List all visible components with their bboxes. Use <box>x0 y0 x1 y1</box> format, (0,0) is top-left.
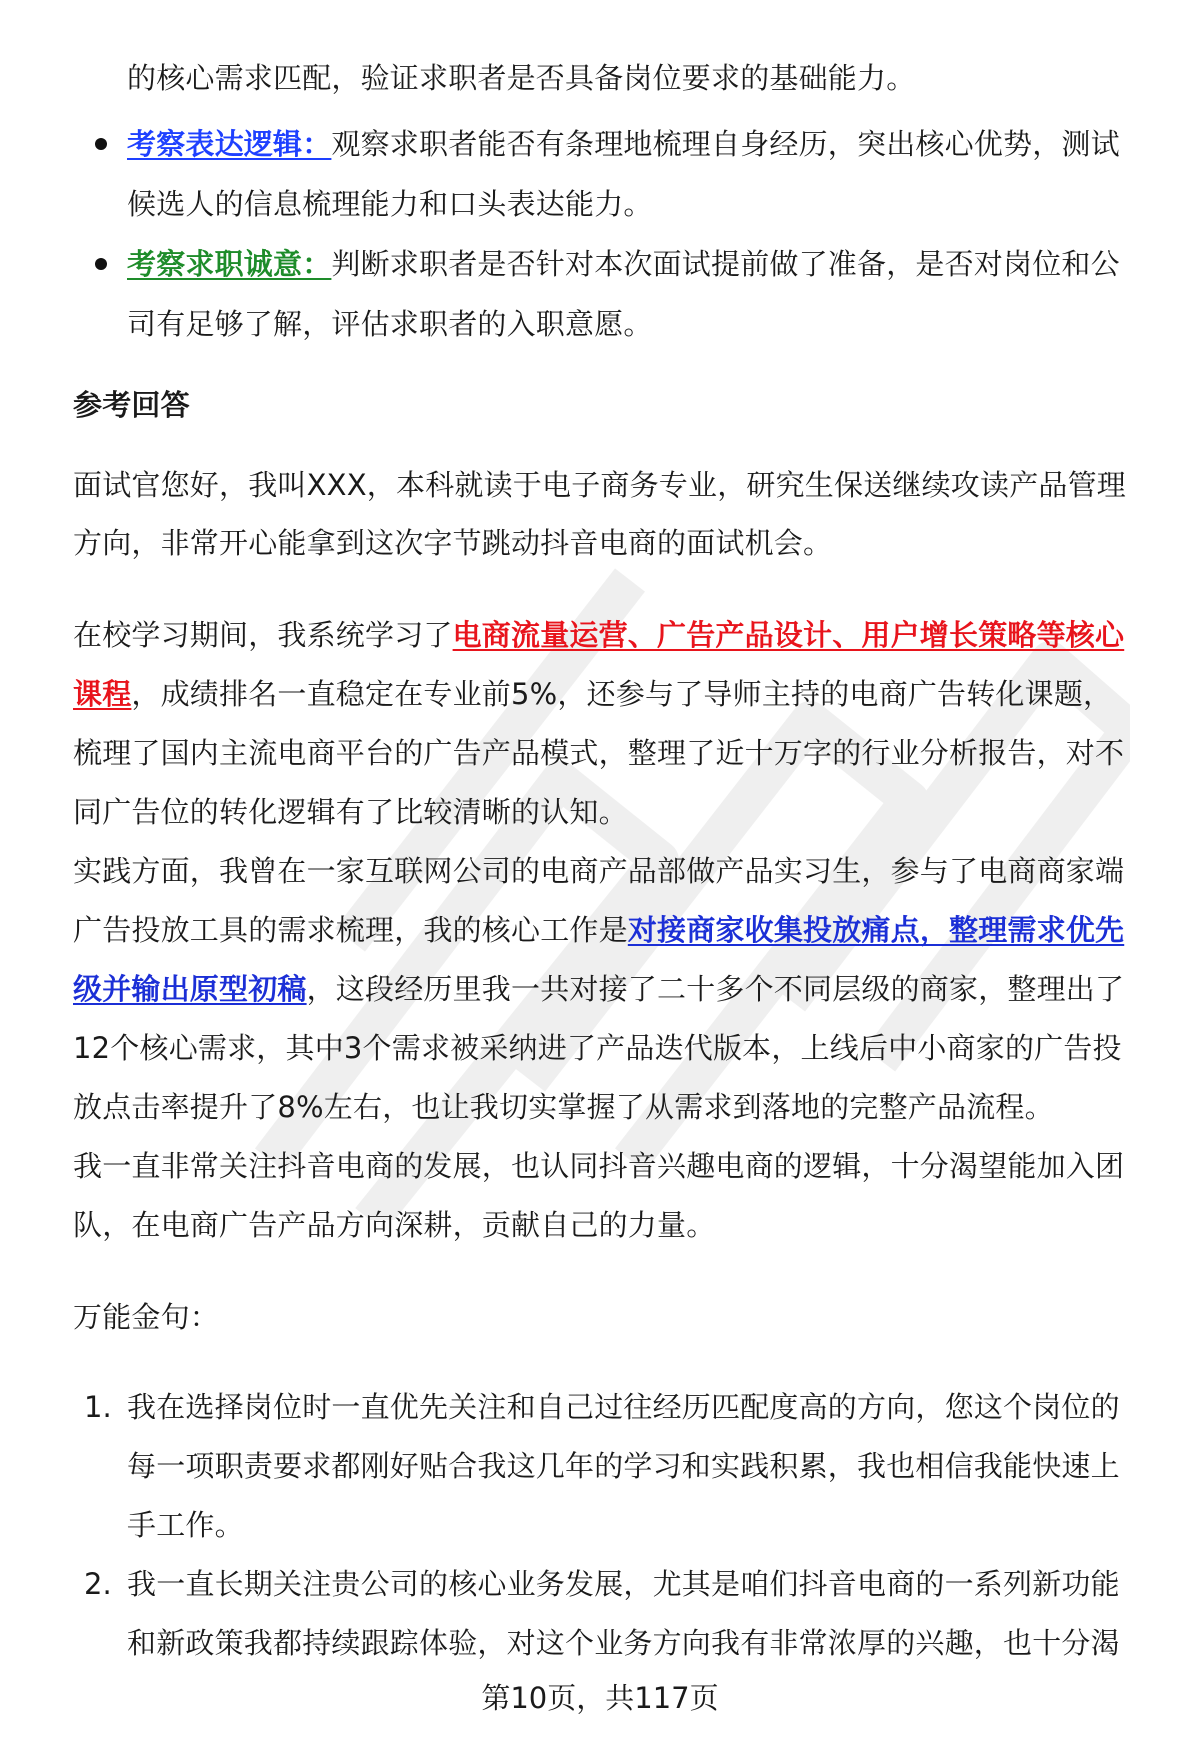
paragraph-line <box>73 900 1124 960</box>
bullet-continuation: 的核心需求匹配，验证求职者是否具备岗位要求的基础能力。 <box>127 61 916 95</box>
paragraph-line: 我一直非常关注抖音电商的发展，也认同抖音兴趣电商的逻辑，十分渴望能加入团 <box>73 1149 1125 1183</box>
paragraph-line: 同广告位的转化逻辑有了比较清晰的认知。 <box>73 795 628 829</box>
list-item-line: 每一项职责要求都刚好贴合我这几年的学习和实践积累，我也相信我能快速上 <box>127 1449 1120 1483</box>
text-run: 在校学习期间，我系统学习了 <box>73 618 453 652</box>
paragraph-line <box>73 605 1124 665</box>
paragraph-line: 队，在电商广告产品方向深耕，贡献自己的力量。 <box>73 1208 716 1242</box>
page-number-footer: 第10页，共117页 <box>481 1681 719 1715</box>
bullet-expression-logic <box>127 114 1120 174</box>
bullet-dot <box>95 138 107 150</box>
highlight-courses: 电商流量运营、广告产品设计、用户增长策略等核心 <box>452 618 1125 652</box>
paragraph-line: 面试官您好，我叫XXX，本科就读于电子商务专业，研究生保送继续攻读产品管理 <box>73 468 1127 502</box>
list-item-line: 手工作。 <box>127 1508 244 1542</box>
highlight-core-work: 对接商家收集投放痛点，整理需求优先 <box>627 913 1125 947</box>
paragraph-line: 实践方面，我曾在一家互联网公司的电商产品部做产品实习生，参与了电商商家端 <box>73 854 1125 888</box>
highlight-courses: 课程 <box>73 677 132 711</box>
paragraph-line: 放点击率提升了8%左右，也让我切实掌握了从需求到落地的完整产品流程。 <box>73 1090 1054 1124</box>
list-item-line: 和新政策我都持续跟踪体验，对这个业务方向我有非常浓厚的兴趣，也十分渴 <box>127 1626 1120 1660</box>
paragraph-line: 12个核心需求，其中3个需求被采纳进了产品迭代版本，上线后中小商家的广告投 <box>73 1031 1122 1065</box>
list-number: 1. <box>84 1390 112 1424</box>
paragraph-line <box>73 959 1124 1019</box>
paragraph-line: 梳理了国内主流电商平台的广告产品模式，整理了近十万字的行业分析报告，对不 <box>73 736 1125 770</box>
list-item-line: 我一直长期关注贵公司的核心业务发展，尤其是咱们抖音电商的一系列新功能 <box>127 1567 1120 1601</box>
text-run: ，这段经历里我一共对接了二十多个不同层级的商家，整理出了 <box>306 972 1125 1006</box>
bullet-label: 考察表达逻辑： <box>127 127 332 161</box>
paragraph-line: 方向，非常开心能拿到这次字节跳动抖音电商的面试机会。 <box>73 526 833 560</box>
list-number: 2. <box>84 1567 112 1601</box>
section-heading: 参考回答 <box>73 388 190 422</box>
bullet-text: 判断求职者是否针对本次面试提前做了准备，是否对岗位和公 <box>331 247 1120 281</box>
bullet-text: 观察求职者能否有条理地梳理自身经历，突出核心优势，测试 <box>331 127 1120 161</box>
bullet-text-line2: 司有足够了解，评估求职者的入职意愿。 <box>127 307 653 341</box>
bullet-text-line2: 候选人的信息梳理能力和口头表达能力。 <box>127 187 653 221</box>
bullet-job-sincerity <box>127 234 1120 294</box>
list-item-line: 我在选择岗位时一直优先关注和自己过往经历匹配度高的方向，您这个岗位的 <box>127 1390 1120 1424</box>
highlight-core-work: 级并输出原型初稿 <box>73 972 307 1006</box>
text-run: ，成绩排名一直稳定在专业前5%，还参与了导师主持的电商广告转化课题， <box>131 677 1113 711</box>
golden-heading: 万能金句： <box>73 1300 220 1334</box>
text-run: 广告投放工具的需求梳理，我的核心工作是 <box>73 913 628 947</box>
bullet-label: 考察求职诚意： <box>127 247 332 281</box>
bullet-dot <box>95 258 107 270</box>
paragraph-line <box>73 664 1112 724</box>
